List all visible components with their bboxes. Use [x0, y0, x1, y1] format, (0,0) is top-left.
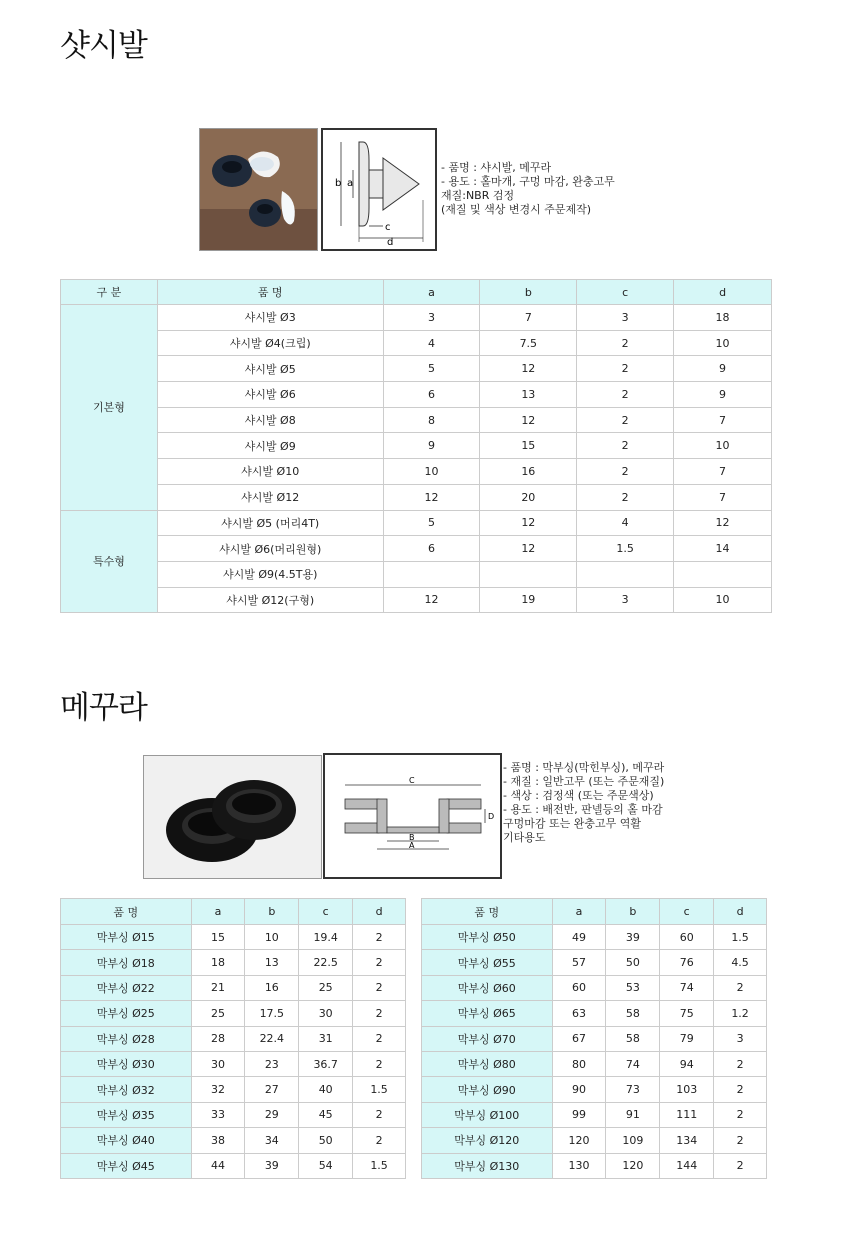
product-name-cell: 샤시발 Ø10 — [157, 459, 383, 485]
value-cell-d: 2 — [353, 975, 406, 1000]
value-cell-a: 12 — [383, 484, 480, 510]
product-name-cell: 막부싱 Ø70 — [422, 1026, 553, 1051]
value-cell-c: 75 — [660, 1001, 714, 1026]
table-row — [61, 356, 772, 382]
value-cell-b: 27 — [245, 1077, 299, 1102]
value-cell-a: 33 — [191, 1102, 245, 1127]
value-cell-d: 2 — [353, 925, 406, 950]
value-cell-a: 67 — [552, 1026, 606, 1051]
value-cell-a: 5 — [383, 356, 480, 382]
value-cell-a: 12 — [383, 587, 480, 613]
header-category: 구 분 — [61, 280, 158, 305]
value-cell-c: 45 — [299, 1102, 353, 1127]
value-cell-c: 2 — [577, 484, 674, 510]
blind-bushing-photo — [143, 755, 322, 879]
value-cell-d: 2 — [714, 1051, 767, 1076]
value-cell-c: 25 — [299, 975, 353, 1000]
product-name-cell: 샤시발 Ø9(4.5T용) — [157, 561, 383, 587]
value-cell-b: 12 — [480, 356, 577, 382]
product-name-cell: 막부싱 Ø22 — [61, 975, 192, 1000]
value-cell-d: 1.5 — [714, 925, 767, 950]
header-name: 품 명 — [422, 899, 553, 925]
value-cell-d: 4.5 — [714, 950, 767, 975]
value-cell-d: 3 — [714, 1026, 767, 1051]
value-cell-d: 7 — [674, 459, 772, 485]
product-name-cell: 막부싱 Ø80 — [422, 1051, 553, 1076]
header-a: a — [552, 899, 606, 925]
value-cell-d: 9 — [674, 356, 772, 382]
value-cell-d: 1.2 — [714, 1001, 767, 1026]
category-cell: 기본형 — [61, 305, 158, 511]
value-cell-c: 22.5 — [299, 950, 353, 975]
product-name-cell: 막부싱 Ø50 — [422, 925, 553, 950]
value-cell-b: 34 — [245, 1128, 299, 1153]
value-cell-a: 80 — [552, 1051, 606, 1076]
value-cell-b: 7.5 — [480, 330, 577, 356]
value-cell-c: 2 — [577, 459, 674, 485]
value-cell-a: 38 — [191, 1128, 245, 1153]
value-cell-a: 3 — [383, 305, 480, 331]
table-row — [61, 305, 772, 331]
value-cell-b: 12 — [480, 407, 577, 433]
product-name-cell: 막부싱 Ø32 — [61, 1077, 192, 1102]
value-cell-a: 49 — [552, 925, 606, 950]
value-cell-d: 2 — [714, 1077, 767, 1102]
value-cell-d: 2 — [714, 1128, 767, 1153]
table-row — [61, 510, 772, 536]
value-cell-a: 15 — [191, 925, 245, 950]
value-cell-a: 63 — [552, 1001, 606, 1026]
value-cell-b: 13 — [245, 950, 299, 975]
product-name-cell: 막부싱 Ø130 — [422, 1153, 553, 1178]
spec-line: - 품명 : 샤시발, 메꾸라 — [441, 161, 552, 174]
diagram-label-a: a — [347, 178, 354, 189]
diagram-label-c: C — [409, 776, 415, 785]
value-cell-d — [674, 561, 772, 587]
table-row — [61, 975, 406, 1000]
blind-bushing-diagram — [323, 753, 502, 879]
product-name-cell: 막부싱 Ø120 — [422, 1128, 553, 1153]
spec-line: - 용도 : 홀마개, 구멍 마감, 완충고무 — [441, 175, 615, 188]
product-name-cell: 샤시발 Ø5 (머리4T) — [157, 510, 383, 536]
product-name-cell: 막부싱 Ø90 — [422, 1077, 553, 1102]
product-name-cell: 샤시발 Ø6(머리원형) — [157, 536, 383, 562]
product-name-cell: 샤시발 Ø8 — [157, 407, 383, 433]
table-row — [61, 484, 772, 510]
value-cell-b: 91 — [606, 1102, 660, 1127]
value-cell-b: 16 — [245, 975, 299, 1000]
value-cell-a: 28 — [191, 1026, 245, 1051]
value-cell-b: 10 — [245, 925, 299, 950]
value-cell-c: 79 — [660, 1026, 714, 1051]
blind-bushing-spec — [503, 761, 664, 845]
value-cell-d: 18 — [674, 305, 772, 331]
value-cell-b: 12 — [480, 536, 577, 562]
product-name-cell: 샤시발 Ø9 — [157, 433, 383, 459]
value-cell-b: 29 — [245, 1102, 299, 1127]
product-name-cell: 샤시발 Ø12 — [157, 484, 383, 510]
diagram-label-c: c — [385, 222, 391, 233]
sash-foot-diagram — [321, 128, 437, 251]
value-cell-c: 60 — [660, 925, 714, 950]
value-cell-c: 2 — [577, 382, 674, 408]
header-d: d — [353, 899, 406, 925]
value-cell-a: 60 — [552, 975, 606, 1000]
product-name-cell: 막부싱 Ø28 — [61, 1026, 192, 1051]
blind-bushing-table-right — [421, 898, 767, 1179]
product-name-cell: 샤시발 Ø12(구형) — [157, 587, 383, 613]
diagram-label-b: B — [409, 833, 415, 842]
diagram-label-b: b — [335, 178, 342, 189]
diagram-label-d: D — [488, 812, 495, 821]
table-row — [61, 1051, 406, 1076]
table-row — [61, 587, 772, 613]
value-cell-c: 19.4 — [299, 925, 353, 950]
spec-line: 재질:NBR 검정 — [441, 189, 515, 202]
value-cell-a: 8 — [383, 407, 480, 433]
header-a: a — [383, 280, 480, 305]
value-cell-a: 44 — [191, 1153, 245, 1178]
value-cell-c: 2 — [577, 433, 674, 459]
spec-line: - 색상 : 검정색 (또는 주문색상) — [503, 789, 654, 802]
value-cell-a: 5 — [383, 510, 480, 536]
table-row — [61, 459, 772, 485]
table-row — [422, 1051, 767, 1076]
value-cell-d: 2 — [714, 1153, 767, 1178]
sash-foot-table — [60, 279, 772, 613]
table-row — [422, 1077, 767, 1102]
table-row — [422, 975, 767, 1000]
table-row — [61, 407, 772, 433]
header-name: 품 명 — [61, 899, 192, 925]
value-cell-a: 120 — [552, 1128, 606, 1153]
table-row — [61, 950, 406, 975]
header-c: c — [299, 899, 353, 925]
header-b: b — [480, 280, 577, 305]
section2-title: 메꾸라 — [60, 690, 147, 726]
value-cell-c: 36.7 — [299, 1051, 353, 1076]
header-name: 품 명 — [157, 280, 383, 305]
value-cell-c: 76 — [660, 950, 714, 975]
value-cell-a: 25 — [191, 1001, 245, 1026]
value-cell-a: 99 — [552, 1102, 606, 1127]
table-row — [61, 330, 772, 356]
table-row — [61, 561, 772, 587]
product-name-cell: 막부싱 Ø65 — [422, 1001, 553, 1026]
value-cell-c: 31 — [299, 1026, 353, 1051]
table-row — [61, 1102, 406, 1127]
spec-line: 구멍마감 또는 완충고무 역활 — [503, 817, 642, 830]
value-cell-d: 14 — [674, 536, 772, 562]
spec-line: - 품명 : 막부싱(막힌부싱), 메꾸라 — [503, 761, 665, 774]
value-cell-b: 19 — [480, 587, 577, 613]
value-cell-a: 10 — [383, 459, 480, 485]
value-cell-b: 16 — [480, 459, 577, 485]
value-cell-a: 21 — [191, 975, 245, 1000]
value-cell-b: 17.5 — [245, 1001, 299, 1026]
value-cell-b: 50 — [606, 950, 660, 975]
table-row — [61, 1026, 406, 1051]
product-name-cell: 막부싱 Ø55 — [422, 950, 553, 975]
product-name-cell: 막부싱 Ø30 — [61, 1051, 192, 1076]
table-row — [422, 1102, 767, 1127]
product-name-cell: 샤시발 Ø5 — [157, 356, 383, 382]
value-cell-d: 1.5 — [353, 1153, 406, 1178]
product-name-cell: 막부싱 Ø45 — [61, 1153, 192, 1178]
value-cell-a: 4 — [383, 330, 480, 356]
value-cell-c: 144 — [660, 1153, 714, 1178]
value-cell-c: 3 — [577, 587, 674, 613]
value-cell-a — [383, 561, 480, 587]
value-cell-d: 2 — [353, 1051, 406, 1076]
value-cell-d: 9 — [674, 382, 772, 408]
value-cell-c: 74 — [660, 975, 714, 1000]
spec-line: 기타용도 — [503, 831, 546, 844]
product-name-cell: 막부싱 Ø25 — [61, 1001, 192, 1026]
value-cell-a: 6 — [383, 382, 480, 408]
value-cell-a: 9 — [383, 433, 480, 459]
value-cell-b: 120 — [606, 1153, 660, 1178]
table-row — [61, 382, 772, 408]
value-cell-a: 18 — [191, 950, 245, 975]
header-d: d — [674, 280, 772, 305]
product-name-cell: 샤시발 Ø3 — [157, 305, 383, 331]
table-row — [422, 925, 767, 950]
value-cell-c: 40 — [299, 1077, 353, 1102]
value-cell-b: 20 — [480, 484, 577, 510]
value-cell-c: 1.5 — [577, 536, 674, 562]
value-cell-b: 15 — [480, 433, 577, 459]
header-a: a — [191, 899, 245, 925]
value-cell-d: 2 — [714, 975, 767, 1000]
value-cell-b: 23 — [245, 1051, 299, 1076]
value-cell-d: 2 — [353, 1026, 406, 1051]
product-name-cell: 샤시발 Ø6 — [157, 382, 383, 408]
product-name-cell: 막부싱 Ø60 — [422, 975, 553, 1000]
value-cell-d: 1.5 — [353, 1077, 406, 1102]
value-cell-b: 53 — [606, 975, 660, 1000]
value-cell-d: 2 — [353, 950, 406, 975]
sash-foot-spec — [441, 161, 615, 217]
blind-bushing-table-left — [60, 898, 406, 1179]
value-cell-c: 54 — [299, 1153, 353, 1178]
value-cell-b: 73 — [606, 1077, 660, 1102]
value-cell-c: 50 — [299, 1128, 353, 1153]
value-cell-c: 2 — [577, 407, 674, 433]
value-cell-a: 32 — [191, 1077, 245, 1102]
value-cell-a: 90 — [552, 1077, 606, 1102]
value-cell-b: 7 — [480, 305, 577, 331]
value-cell-d: 10 — [674, 330, 772, 356]
value-cell-b: 39 — [606, 925, 660, 950]
table-row — [61, 1128, 406, 1153]
value-cell-c — [577, 561, 674, 587]
value-cell-b: 58 — [606, 1001, 660, 1026]
value-cell-b: 109 — [606, 1128, 660, 1153]
product-name-cell: 막부싱 Ø100 — [422, 1102, 553, 1127]
header-c: c — [660, 899, 714, 925]
value-cell-b: 12 — [480, 510, 577, 536]
table-row — [422, 950, 767, 975]
value-cell-b — [480, 561, 577, 587]
table-row — [61, 925, 406, 950]
value-cell-c: 111 — [660, 1102, 714, 1127]
table-row — [61, 1153, 406, 1178]
value-cell-c: 3 — [577, 305, 674, 331]
value-cell-c: 30 — [299, 1001, 353, 1026]
value-cell-a: 6 — [383, 536, 480, 562]
header-b: b — [606, 899, 660, 925]
header-b: b — [245, 899, 299, 925]
header-d: d — [714, 899, 767, 925]
category-cell: 특수형 — [61, 510, 158, 613]
value-cell-a: 130 — [552, 1153, 606, 1178]
value-cell-c: 4 — [577, 510, 674, 536]
table-row — [422, 1128, 767, 1153]
value-cell-b: 39 — [245, 1153, 299, 1178]
value-cell-c: 2 — [577, 330, 674, 356]
value-cell-d: 12 — [674, 510, 772, 536]
value-cell-d: 10 — [674, 587, 772, 613]
value-cell-c: 2 — [577, 356, 674, 382]
diagram-label-d: d — [387, 237, 394, 248]
value-cell-c: 134 — [660, 1128, 714, 1153]
spec-line: - 용도 : 배전반, 판넬등의 홀 마감 — [503, 803, 663, 816]
value-cell-c: 94 — [660, 1051, 714, 1076]
value-cell-d: 2 — [353, 1001, 406, 1026]
spec-line: - 재질 : 일반고무 (또는 주문재질) — [503, 775, 665, 788]
table-row — [61, 433, 772, 459]
value-cell-b: 58 — [606, 1026, 660, 1051]
sash-foot-photo — [199, 128, 318, 251]
product-name-cell: 막부싱 Ø35 — [61, 1102, 192, 1127]
value-cell-d: 2 — [353, 1128, 406, 1153]
value-cell-d: 7 — [674, 407, 772, 433]
table-row — [422, 1026, 767, 1051]
table-row — [422, 1001, 767, 1026]
value-cell-b: 22.4 — [245, 1026, 299, 1051]
table-row — [61, 536, 772, 562]
value-cell-b: 13 — [480, 382, 577, 408]
value-cell-d: 2 — [353, 1102, 406, 1127]
product-name-cell: 막부싱 Ø40 — [61, 1128, 192, 1153]
header-c: c — [577, 280, 674, 305]
table-row — [61, 1001, 406, 1026]
value-cell-c: 103 — [660, 1077, 714, 1102]
value-cell-b: 74 — [606, 1051, 660, 1076]
product-name-cell: 막부싱 Ø15 — [61, 925, 192, 950]
diagram-label-a: A — [409, 841, 415, 850]
table-row — [422, 1153, 767, 1178]
product-name-cell: 샤시발 Ø4(크립) — [157, 330, 383, 356]
product-name-cell: 막부싱 Ø18 — [61, 950, 192, 975]
value-cell-d: 7 — [674, 484, 772, 510]
value-cell-a: 57 — [552, 950, 606, 975]
section1-title: 샷시발 — [60, 28, 147, 64]
table-row — [61, 1077, 406, 1102]
value-cell-d: 2 — [714, 1102, 767, 1127]
value-cell-a: 30 — [191, 1051, 245, 1076]
spec-line: (재질 및 색상 변경시 주문제작) — [441, 203, 592, 216]
value-cell-d: 10 — [674, 433, 772, 459]
